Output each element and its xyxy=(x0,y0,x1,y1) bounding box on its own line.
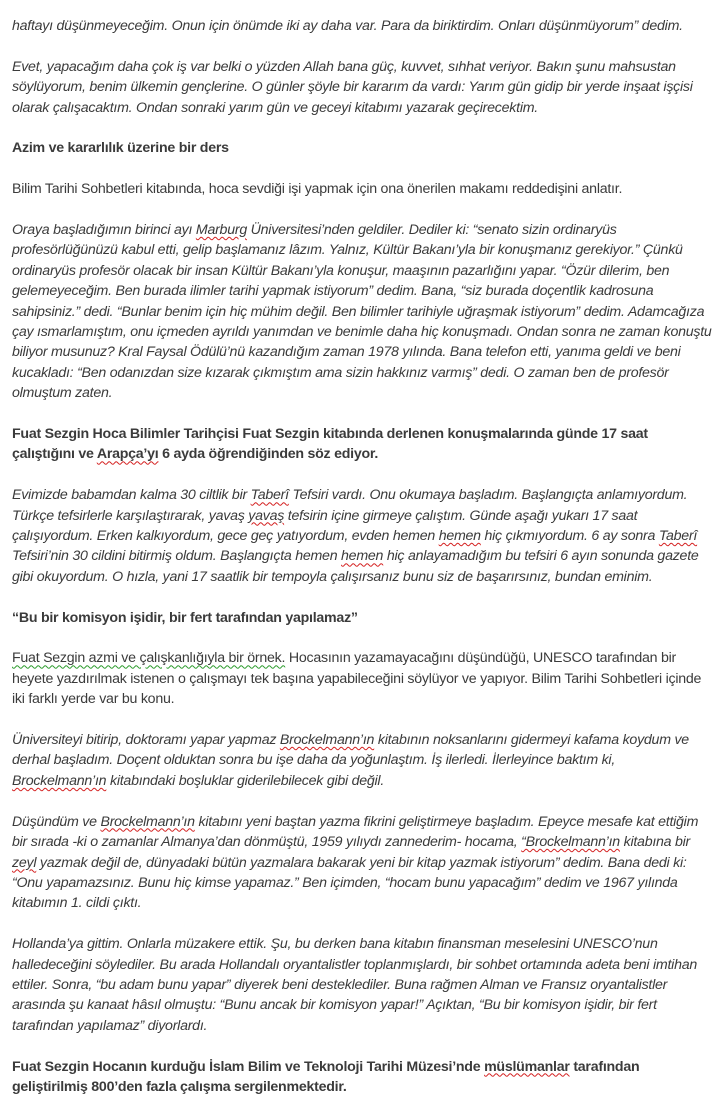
spellcheck-word[interactable]: hemen xyxy=(341,548,384,565)
spellcheck-word[interactable]: Brockelmann’ın xyxy=(279,732,375,749)
text-run: hiç çıkmıyordum. 6 ay sonra xyxy=(480,528,659,545)
text-run: Hocasının yazamayacağını düşündüğü, UNESCO tarafından bir heyete yazdırılmak istenen o çalışmayı tek başına yapabileceğini söylüyor ve yapıyor. Bilim Tarihi Sohbetleri içinde iki farklı yerde var bu konu. xyxy=(12,650,702,708)
text-run: kitabına bir xyxy=(619,834,691,851)
spellcheck-word[interactable]: Brockelmann’ın xyxy=(100,813,195,830)
text-run: 6 ayda öğrendiğinden söz ediyor. xyxy=(158,446,379,463)
text-run: tefsirin içine girmeye çalıştım. Günde aşağı yukarı 17 saat çalışıyordum. Erken kalkıyordum, gece geç yatıyordum, evden hemen xyxy=(12,507,638,545)
spellcheck-word[interactable]: Brockelmann’ın xyxy=(12,772,107,789)
paragraph-quote-marburg xyxy=(12,220,712,404)
spellcheck-word[interactable]: hemen xyxy=(438,528,481,545)
paragraph-quote-brockelmann xyxy=(12,730,712,791)
paragraph-quote-intro: haftayı düşünmeyeceğim. Onun için önümde iki ay daha var. Para da biriktirdim. Onları düşünmüyorum” dedim. xyxy=(12,18,683,34)
text-run: Tefsiri’nin 30 cildini bitirmiş oldum. Başlangıçta hemen xyxy=(12,548,342,565)
text-run: kitabının noksanlarını gidermeyi kafama koydum ve derhal başladım. Doçent olduktan sonra bu işe daha da yoğunlaştım. İş ilerledi. İlerleyince baktım ki, xyxy=(12,732,689,769)
text-run: Düşündüm ve xyxy=(12,813,101,830)
text-run: Evimizde babamdan kalma 30 ciltlik bir xyxy=(12,487,251,504)
text-run: hiç anlayamadığım bu tefsiri 6 ayın sonunda gazete gibi okuyordum. O hızla, yani 17 saatlik bir tempoyla çalışırsanız bunu siz de başarırsınız, bundan eminim. xyxy=(12,548,699,585)
spellcheck-word[interactable]: zeyl xyxy=(12,854,37,871)
paragraph-quote-holland: Hollanda’ya gittim. Onlarla müzakere ettik. Şu, bu derken bana kitabın finansman meselesini UNESCO’nun halledeceğini söylediler. Bu arada Hollandalı oryantalistler toplanmışlardı, bir sohbet ortamında adeta beni imtihan ettiler. Sonra, “bu adam bunu yapar” diyerek beni desteklediler. Buna rağmen Alman ve Fransız oryantalistler arasında şu kanaat hâsıl olmuştu: “Bunu ancak bir komisyon yapar!” Açıktan, “Bu bir komisyon işidir, bir fert tarafından yapılamaz” diyorlardı. xyxy=(12,936,697,1034)
text-run: Oraya başladığımın birinci ayı xyxy=(12,222,196,238)
text-run: kitabını yeni baştan yazma fikrini geliştirmeye başladım. Epeyce mesafe kat ettiğim bir sırada -ki o zamanlar Almanya’dan dönmüştü, 1959 yılıydı zannederim- hocama, xyxy=(12,813,699,851)
paragraph-book-intro: Bilim Tarihi Sohbetleri kitabında, hoca sevdiği işi yapmak için ona önerilen makamı reddedişini anlatır. xyxy=(12,181,623,198)
spellcheck-word[interactable]: müslümanlar xyxy=(484,1058,570,1075)
spellcheck-word[interactable]: Taberî xyxy=(250,487,289,504)
text-run: Üniversiteyi bitirip, doktoramı yapar yapmaz xyxy=(12,732,280,749)
text-run: Fuat Sezgin Hoca Bilimler Tarihçisi Fuat Sezgin kitabında derlenen konuşmalarında günde 17 saat çalıştığını ve xyxy=(12,426,648,463)
paragraph-unesco-intro xyxy=(12,648,712,709)
section-heading-determination: Azim ve kararlılık üzerine bir ders xyxy=(12,140,229,157)
spellcheck-word[interactable]: “Brockelmann’ın xyxy=(521,834,620,851)
section-heading-museum xyxy=(12,1057,712,1098)
text-run: yazmak değil de, dünyadaki bütün yazmalara bakarak yeni bir kitap yazmak istiyorum” dedim. Bana dedi ki: “Onu yapamazsınız. Bunu hiç kimse yapamaz.” Ben içimden, “hocam bunu yapacağım” dedim ve 1967 yılında kitabımın 1. cildi çıktı. xyxy=(12,854,687,912)
document-page xyxy=(12,16,712,1118)
spellcheck-word[interactable]: yavaş xyxy=(248,507,285,524)
paragraph-quote-resolve: Evet, yapacağım daha çok iş var belki o yüzden Allah bana güç, kuvvet, sıhhat veriyor. Bakın şunu mahsustan söylüyorum, benim ülkemin gençlerine. O günler şöyle bir kararım da vardı: Yarım gün gidip bir yerde inşaat işçisi olarak çalışacaktım. Ondan sonraki yarım gün ve geceyi kitabımı yazarak geçirecektim. xyxy=(12,58,693,116)
spellcheck-word[interactable]: Arapça’yı xyxy=(96,446,159,463)
text-run: Fuat Sezgin Hocanın kurduğu İslam Bilim ve Teknoloji Tarihi Müzesi’nde xyxy=(12,1058,485,1075)
text-run: Tefsiri vardı. Onu okumaya başladım. Başlangıçta anlamıyordum. Türkçe tefsirlerle karşılaştırarak, yavaş xyxy=(12,487,688,524)
section-heading-17-hours xyxy=(12,424,712,465)
text-run: Üniversitesi’nden geldiler. Dediler ki: “senato sizin ordinaryüs profesörlüğünüzü kabul etti, gelip başlamanız lâzım. Yalnız, Kültür Bakanı’yla bir konuşmanız gerekiyor.” Çünkü ordinaryüs profesör olacak bir insan Kültür Bakanı’yla konuşur, maaşının pazarlığını yapar. “Özür dilerim, ben gelemeyeceğim. Ben burada ilimler tarihi yapmak istiyorum” dedim. Bana, “siz burada doçentlik kadrosuna sahipsiniz.” dedi. “Bunlar benim için hiç mühim değil. Ben bilimler tarihiyle uğraşmak istiyorum” dedim. Adamcağıza çay ısmarlamıştım, onu içmeden ayrıldı yanımdan ve benimle daha hiç konuşmadı. Ondan sonra ne zaman konuştu biliyor musunuz? Kral Faysal Ödülü’nü kazandığım zaman 1978 yılında. Bana telefon etti, yanıma geldi ve beni kucakladı: “Ben odanızdan size kızarak çıkmıştım ama sizin hakkınız varmış” dedi. O zaman ben de profesör olmuştum zaten. xyxy=(12,222,712,402)
paragraph-quote-new-book xyxy=(12,812,712,914)
spellcheck-word[interactable]: Marburg xyxy=(195,222,247,238)
text-run: tarafından geliştirilmiş 800’den fazla çalışma sergilenmektedir. xyxy=(12,1058,640,1095)
spellcheck-word[interactable]: Taberî xyxy=(658,528,698,545)
grammar-check-phrase[interactable]: Fuat Sezgin azmi ve çalışkanlığıyla bir örnek. xyxy=(12,650,286,667)
paragraph-quote-taberi xyxy=(12,485,712,587)
text-run: kitabındaki boşluklar giderilebilecek gibi değil. xyxy=(106,772,385,789)
section-heading-commission: “Bu bir komisyon işidir, bir fert tarafından yapılamaz” xyxy=(12,609,358,626)
